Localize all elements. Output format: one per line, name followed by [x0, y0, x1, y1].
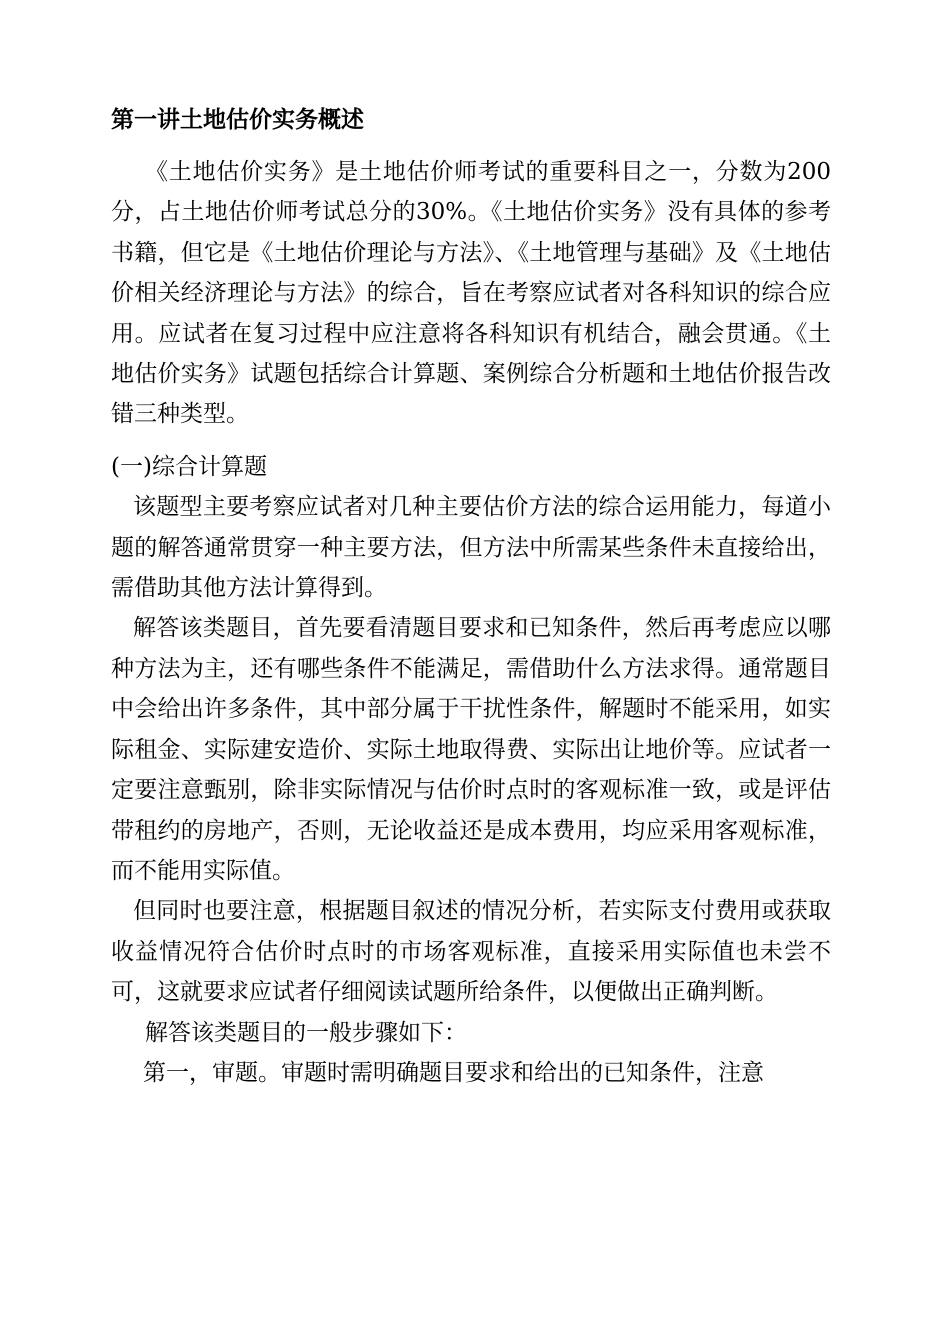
intro-paragraph: 《土地估价实务》是土地估价师考试的重要科目之一，分数为200分，占土地估价师考试总分的30%。《土地估价实务》没有具体的参考书籍，但它是《土地估价理论与方法》、《土地管理与基础》及《土地估价相关经济理论与方法》的综合，旨在考察应试者对各科知识的综合应用。应试者在复习过程中应注意将各科知识有机结合，融会贯通。《土地估价实务》试题包括综合计算题、案例综合分析题和土地估价报告改错三种类型。 — [111, 159, 831, 428]
paragraph: 解答该类题目，首先要看清题目要求和已知条件，然后再考虑应以哪种方法为主，还有哪些条件不能满足，需借助什么方法求得。通常题目中会给出许多条件，其中部分属于干扰性条件，解题时不能采用，如实际租金、实际建安造价、实际土地取得费、实际出让地价等。应试者一定要注意甄别，除非实际情况与估价时点时的客观标准一致，或是评估带租约的房地产，否则，无论收益还是成本费用，均应采用客观标准，而不能用实际值。 — [111, 615, 831, 884]
paragraph: 第一，审题。审题时需明确题目要求和给出的已知条件，注意 — [143, 1059, 764, 1086]
document-title: 第一讲土地估价实务概述 — [111, 107, 364, 133]
paragraph: 解答该类题目的一般步骤如下： — [145, 1019, 467, 1046]
section-heading: (一)综合计算题 — [111, 453, 267, 480]
document-page — [111, 100, 831, 1093]
paragraph: 但同时也要注意，根据题目叙述的情况分析，若实际支付费用或获取收益情况符合估价时点时的市场客观标准，直接采用实际值也未尝不可，这就要求应试者仔细阅读试题所给条件，以便做出正确判断。 — [111, 898, 831, 1006]
paragraph: 该题型主要考察应试者对几种主要估价方法的综合运用能力，每道小题的解答通常贯穿一种主要方法，但方法中所需某些条件未直接给出，需借助其他方法计算得到。 — [111, 494, 831, 602]
